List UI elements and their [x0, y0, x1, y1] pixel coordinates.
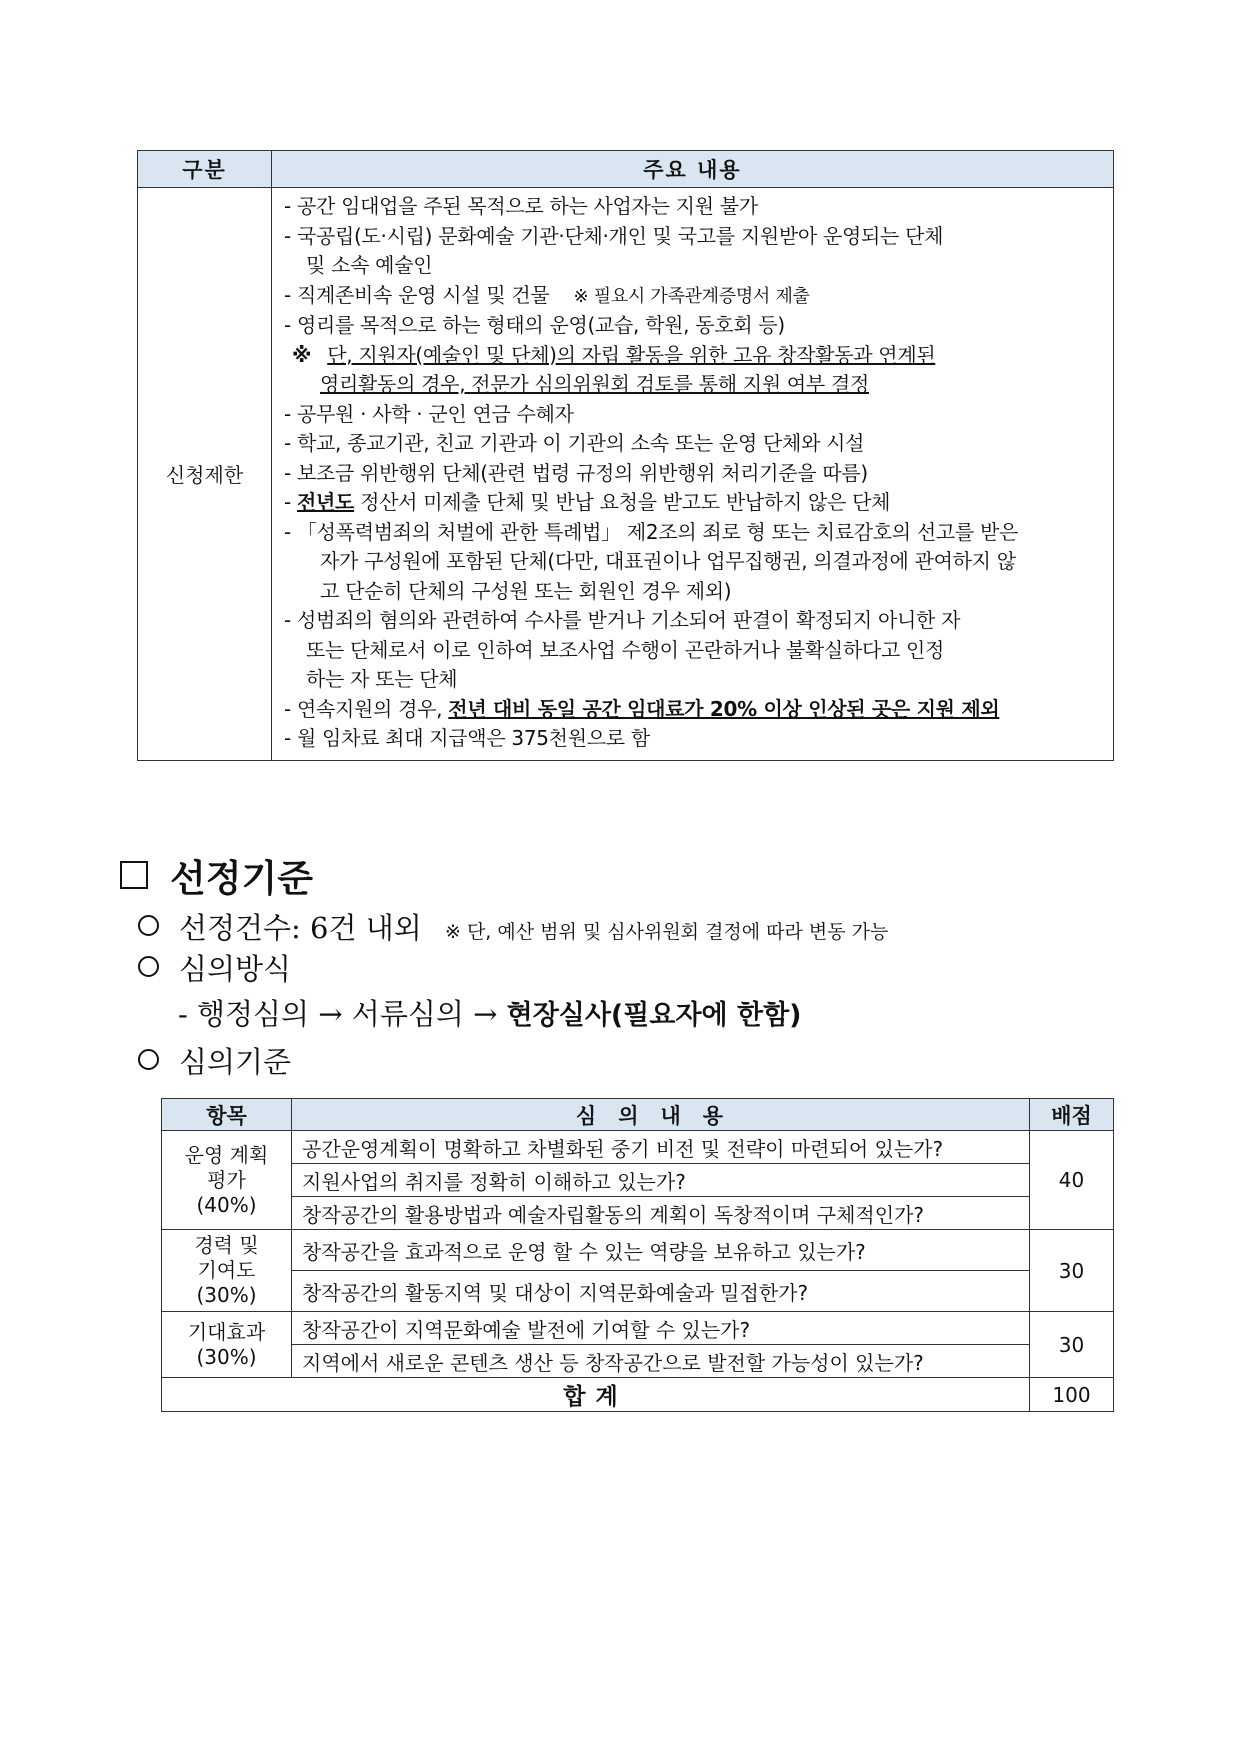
- restriction-line: - 영리를 목적으로 하는 형태의 운영(교습, 학원, 동호회 등): [284, 313, 785, 337]
- review-method-label: 심의방식: [179, 952, 292, 986]
- family-cert-note: ※ 필요시 가족관계증명서 제출: [573, 285, 810, 307]
- circle-bullet-icon: [138, 956, 159, 977]
- criteria-row: [162, 1164, 1114, 1197]
- category-line: 경력 및: [194, 1233, 259, 1257]
- restriction-row: [138, 188, 1114, 761]
- category-line: (40%): [196, 1192, 257, 1217]
- emphasis-text: 전년 대비 동일 공간 임대료가 20% 이상 인상된 곳은 지원 제외: [448, 696, 1000, 721]
- review-flow-emphasis: 현장실사(필요자에 한함): [506, 1000, 802, 1031]
- criteria-table: [161, 1098, 1114, 1412]
- review-method-flow: [178, 992, 802, 1033]
- header-content: 심의내용: [292, 1099, 1030, 1131]
- restriction-content: [272, 188, 1114, 761]
- section-title-text: 선정기준: [170, 857, 313, 900]
- review-criteria: [138, 1040, 291, 1081]
- criteria-item: 지역에서 새로운 콘텐츠 생산 등 창작공간으로 발전할 가능성이 있는가?: [292, 1345, 1030, 1378]
- restriction-line: - 보조금 위반행위 단체(관련 법령 규정의 위반행위 처리기준을 따름): [284, 460, 868, 485]
- restriction-line: [284, 341, 1103, 371]
- criteria-row: [162, 1345, 1114, 1378]
- restriction-table: [137, 150, 1114, 761]
- category-line: (30%): [196, 1344, 257, 1369]
- category-line: (30%): [196, 1283, 257, 1307]
- criteria-row: [162, 1230, 1114, 1271]
- criteria-item: 지원사업의 취지를 정확히 이해하고 있는가?: [292, 1164, 1030, 1197]
- restriction-text: - 직계존비속 운영 시설 및 건물: [284, 282, 550, 307]
- criteria-item: 창작공간을 효과적으로 운영 할 수 있는 역량을 보유하고 있는가?: [292, 1230, 1030, 1271]
- review-flow-text: - 행정심의 → 서류심의 →: [178, 997, 507, 1031]
- review-criteria-label: 심의기준: [179, 1045, 292, 1079]
- restriction-line: - 「성폭력범죄의 처벌에 관한 특례법」 제2조의 죄로 형 또는 치료감호의 선고를 받은: [284, 519, 1019, 544]
- total-score: 100: [1030, 1378, 1114, 1412]
- review-method: [138, 947, 291, 988]
- circle-bullet-icon: [138, 1049, 159, 1070]
- restriction-line: 및 소속 예술인: [306, 253, 433, 277]
- criteria-score: 40: [1030, 1131, 1114, 1230]
- restriction-line: 고 단순히 단체의 구성원 또는 회원인 경우 제외): [320, 578, 732, 603]
- category-line: 운영 계획: [184, 1142, 269, 1167]
- restriction-category: 신청제한: [138, 188, 272, 761]
- selection-count: [138, 906, 888, 947]
- category-line: 기여도: [197, 1258, 256, 1282]
- restriction-table-header: [138, 151, 1114, 188]
- circle-bullet-icon: [138, 915, 159, 936]
- header-category: 구분: [138, 151, 272, 188]
- criteria-category: [162, 1312, 292, 1378]
- section-title: [120, 848, 313, 902]
- restriction-line: [284, 370, 1103, 400]
- restriction-line: 또는 단체로서 이로 인하여 보조사업 수행이 곤란하거나 불확실하다고 인정: [306, 637, 945, 662]
- restriction-line: - 국공립(도·시립) 문화예술 기관·단체·개인 및 국고를 지원받아 운영되는 단체: [284, 223, 944, 248]
- category-line: 기대효과: [187, 1319, 266, 1344]
- criteria-row: [162, 1312, 1114, 1345]
- restriction-line: - 학교, 종교기관, 친교 기관과 이 기관의 소속 또는 운영 단체와 시설: [284, 431, 865, 455]
- restriction-text: - 연속지원의 경우,: [284, 696, 449, 721]
- category-line: 평가: [207, 1167, 246, 1192]
- criteria-table-header: [162, 1099, 1114, 1131]
- criteria-score: 30: [1030, 1230, 1114, 1312]
- criteria-item: 공간운영계획이 명확하고 차별화된 중기 비전 및 전략이 마련되어 있는가?: [292, 1131, 1030, 1164]
- criteria-row: [162, 1131, 1114, 1164]
- criteria-total-row: [162, 1378, 1114, 1412]
- selection-count-note: ※ 단, 예산 범위 및 심사위원회 결정에 따라 변동 가능: [444, 921, 889, 943]
- header-score: 배점: [1030, 1099, 1114, 1131]
- criteria-row: [162, 1271, 1114, 1312]
- emphasis-text: 전년도: [296, 490, 355, 514]
- restriction-line: 하는 자 또는 단체: [306, 667, 458, 691]
- criteria-item: 창작공간의 활동지역 및 대상이 지역문화예술과 밀접한가?: [292, 1271, 1030, 1312]
- total-label: 합계: [162, 1378, 1030, 1412]
- exception-text: 단, 지원자(예술인 및 단체)의 자립 활동을 위한 고유 창작활동과 연계된: [327, 342, 936, 367]
- header-content: 주요 내용: [272, 151, 1114, 188]
- criteria-category: [162, 1230, 292, 1312]
- exception-text: 영리활동의 경우, 전문가 심의위원회 검토를 통해 지원 여부 결정: [320, 372, 870, 396]
- restriction-line: [284, 281, 1103, 312]
- criteria-category: [162, 1131, 292, 1230]
- restriction-line: - 성범죄의 혐의와 관련하여 수사를 받거나 기소되어 판결이 확정되지 아니한 자: [284, 608, 961, 632]
- criteria-score: 30: [1030, 1312, 1114, 1378]
- restriction-line: [284, 695, 1103, 725]
- restriction-text: -: [284, 490, 297, 514]
- restriction-line: - 공무원 · 사학 · 군인 연금 수혜자: [284, 401, 574, 426]
- restriction-line: - 공간 임대업을 주된 목적으로 하는 사업자는 지원 불가: [284, 194, 758, 218]
- selection-count-label: 선정건수: 6건 내외: [179, 911, 422, 945]
- criteria-row: [162, 1197, 1114, 1230]
- criteria-item: 창작공간이 지역문화예술 발전에 기여할 수 있는가?: [292, 1312, 1030, 1345]
- restriction-text: 정산서 미제출 단체 및 반납 요청을 받고도 반납하지 않은 단체: [354, 490, 891, 514]
- restriction-line: [284, 488, 1103, 518]
- criteria-item: 창작공간의 활용방법과 예술자립활동의 계획이 독창적이며 구체적인가?: [292, 1197, 1030, 1230]
- reference-mark: ※: [292, 342, 312, 367]
- restriction-line: - 월 임차료 최대 지급액은 375천원으로 함: [284, 726, 650, 750]
- checkbox-square-icon: [120, 861, 148, 889]
- header-item: 항목: [162, 1099, 292, 1131]
- restriction-line: 자가 구성원에 포함된 단체(다만, 대표권이나 업무집행권, 의결과정에 관여하지 않: [320, 549, 1016, 573]
